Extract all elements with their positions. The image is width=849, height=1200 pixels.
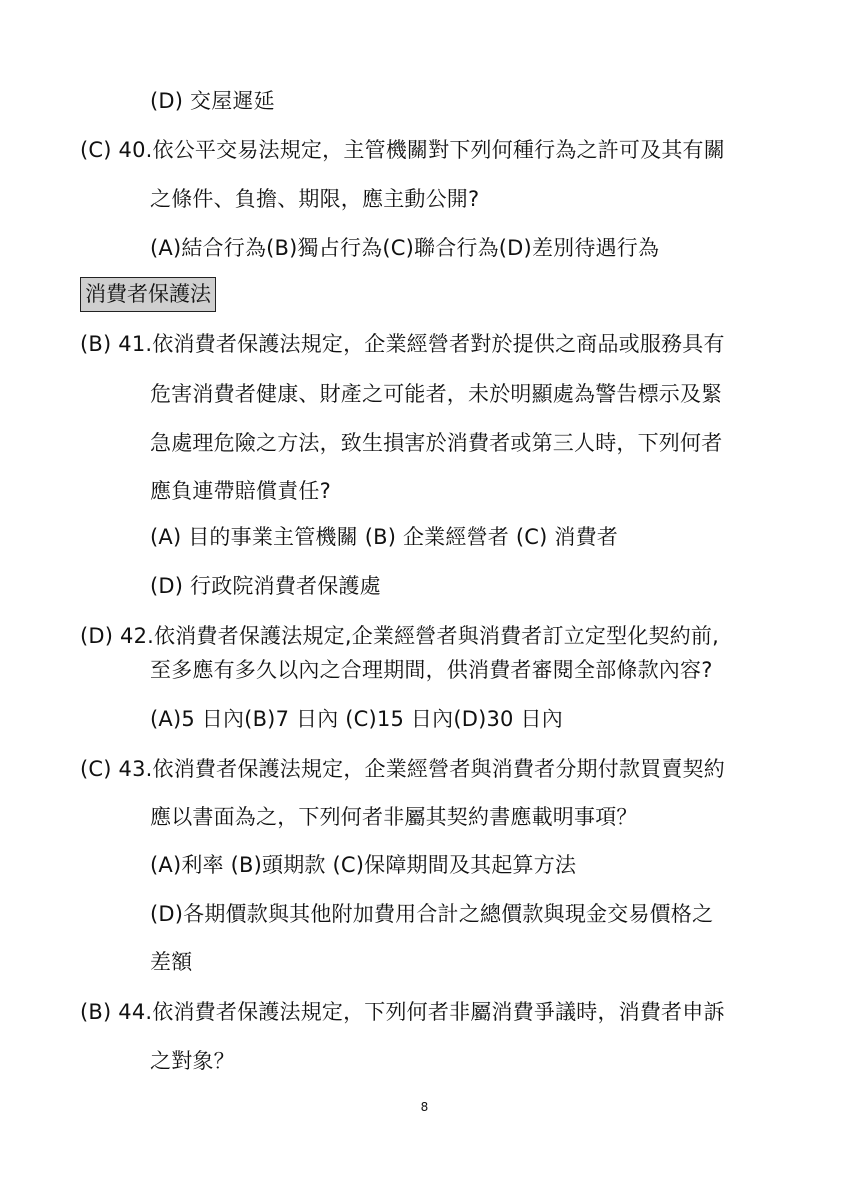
question-42-stem: (D) 42.依消費者保護法規定,企業經營者與消費者訂立定型化契約前, <box>80 624 719 648</box>
question-43-options: (A)利率 (B)頭期款 (C)保障期間及其起算方法 <box>150 853 577 877</box>
question-41-options: (A) 目的事業主管機關 (B) 企業經營者 (C) 消費者 <box>150 525 618 549</box>
option-line: (D) 交屋遲延 <box>150 89 275 113</box>
question-41-options: (D) 行政院消費者保護處 <box>150 574 381 598</box>
question-42-stem-cont: 至多應有多久以內之合理期間，供消費者審閱全部條款內容? <box>150 658 713 682</box>
question-41-stem-cont: 急處理危險之方法，致生損害於消費者或第三人時，下列何者 <box>150 431 723 455</box>
question-43-stem: (C) 43.依消費者保護法規定，企業經營者與消費者分期付款買賣契約 <box>80 757 725 781</box>
page-number: 8 <box>420 1100 429 1114</box>
question-43-stem-cont: 應以書面為之，下列何者非屬其契約書應載明事項？ <box>150 805 638 829</box>
question-41-stem: (B) 41.依消費者保護法規定，企業經營者對於提供之商品或服務具有 <box>80 332 725 356</box>
question-40-stem: (C) 40.依公平交易法規定，主管機關對下列何種行為之許可及其有關 <box>80 138 725 162</box>
question-40-stem-cont: 之條件、負擔、期限，應主動公開? <box>150 187 480 211</box>
question-42-options: (A)5 日內(B)7 日內 (C)15 日內(D)30 日內 <box>150 707 563 731</box>
question-44-stem: (B) 44.依消費者保護法規定，下列何者非屬消費爭議時，消費者申訴 <box>80 1000 725 1024</box>
section-heading: 消費者保護法 <box>80 277 216 312</box>
question-41-stem-cont: 危害消費者健康、財產之可能者，未於明顯處為警告標示及緊 <box>150 382 723 406</box>
question-40-options: (A)結合行為(B)獨占行為(C)聯合行為(D)差別待遇行為 <box>150 236 660 260</box>
question-44-stem-cont: 之對象？ <box>150 1049 235 1073</box>
question-43-options: (D)各期價款與其他附加費用合計之總價款與現金交易價格之 <box>150 902 714 926</box>
question-41-stem-cont: 應負連帶賠償責任? <box>150 479 331 503</box>
question-43-options: 差額 <box>150 950 193 974</box>
